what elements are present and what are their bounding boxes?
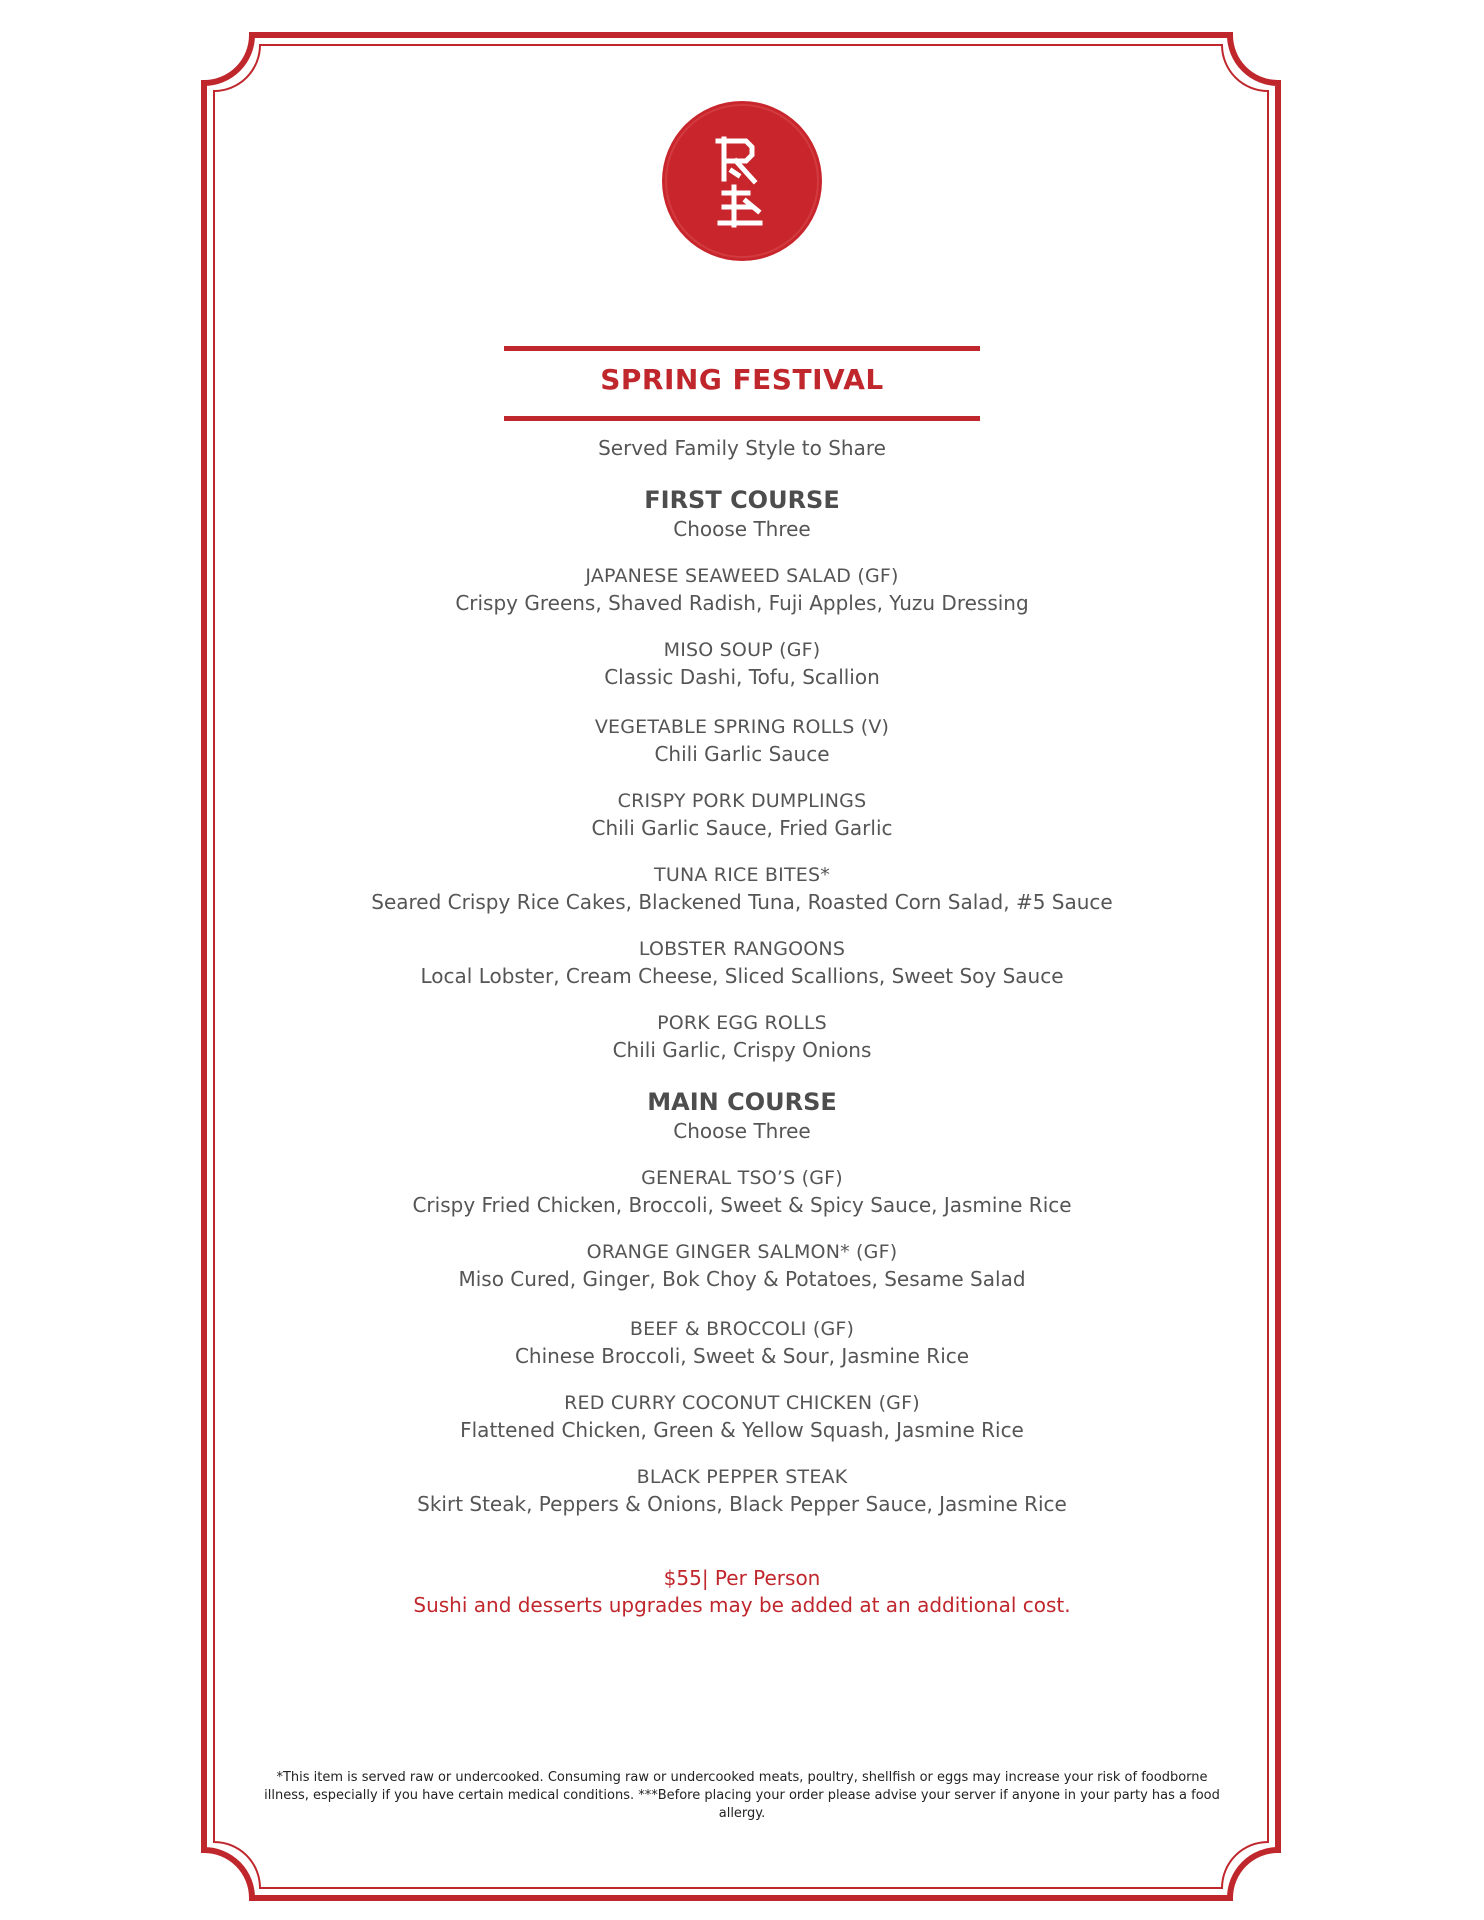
price-per-person: $55| Per Person bbox=[663, 1566, 821, 1590]
menu-subtitle: Served Family Style to Share bbox=[598, 436, 886, 460]
dish-name: JAPANESE SEAWEED SALAD (GF) bbox=[585, 565, 899, 587]
upgrade-note: Sushi and desserts upgrades may be added at an additional cost. bbox=[413, 1593, 1071, 1617]
dish-description: Skirt Steak, Peppers & Onions, Black Pepper Sauce, Jasmine Rice bbox=[417, 1492, 1067, 1516]
allergy-disclaimer: *This item is served raw or undercooked. Consuming raw or undercooked meats, poultry, shellfish or eggs may increase your risk of foodborne illness, especially if you have certain medical conditions. ***Before placing your order please advise your server if anyone in your party has a food allergy. bbox=[264, 1770, 1220, 1821]
main-course-note: Choose Three bbox=[673, 1119, 811, 1143]
title-rule-bottom bbox=[504, 416, 980, 421]
first-course-note: Choose Three bbox=[673, 517, 811, 541]
dish-description: Chinese Broccoli, Sweet & Sour, Jasmine Rice bbox=[514, 1344, 970, 1368]
first-course-title: FIRST COURSE bbox=[644, 486, 840, 514]
dish-description: Crispy Fried Chicken, Broccoli, Sweet & Spicy Sauce, Jasmine Rice bbox=[412, 1193, 1072, 1217]
menu-title: SPRING FESTIVAL bbox=[600, 363, 884, 396]
dish-description: Chili Garlic, Crispy Onions bbox=[612, 1038, 872, 1062]
dish-description: Local Lobster, Cream Cheese, Sliced Scallions, Sweet Soy Sauce bbox=[420, 964, 1064, 988]
dish-name: VEGETABLE SPRING ROLLS (V) bbox=[594, 716, 890, 738]
dish-name: RED CURRY COCONUT CHICKEN (GF) bbox=[564, 1392, 920, 1414]
dish-name: MISO SOUP (GF) bbox=[663, 639, 821, 661]
title-rule-top bbox=[504, 346, 980, 351]
main-course-title: MAIN COURSE bbox=[647, 1088, 837, 1116]
dish-name: GENERAL TSO’S (GF) bbox=[641, 1167, 843, 1189]
dish-name: CRISPY PORK DUMPLINGS bbox=[617, 790, 867, 812]
dish-name: BLACK PEPPER STEAK bbox=[636, 1466, 848, 1488]
dish-description: Flattened Chicken, Green & Yellow Squash, Jasmine Rice bbox=[460, 1418, 1024, 1442]
dish-name: ORANGE GINGER SALMON* (GF) bbox=[586, 1241, 898, 1263]
dish-description: Miso Cured, Ginger, Bok Choy & Potatoes, Sesame Salad bbox=[458, 1267, 1026, 1291]
dish-name: PORK EGG ROLLS bbox=[657, 1012, 827, 1034]
dish-description: Chili Garlic Sauce, Fried Garlic bbox=[591, 816, 893, 840]
dish-description: Classic Dashi, Tofu, Scallion bbox=[604, 665, 880, 689]
dish-name: LOBSTER RANGOONS bbox=[638, 938, 846, 960]
rl-monogram-seal-icon bbox=[662, 101, 822, 261]
dish-name: BEEF & BROCCOLI (GF) bbox=[629, 1318, 855, 1340]
dish-description: Seared Crispy Rice Cakes, Blackened Tuna, Roasted Corn Salad, #5 Sauce bbox=[371, 890, 1113, 914]
dish-description: Crispy Greens, Shaved Radish, Fuji Apples, Yuzu Dressing bbox=[455, 591, 1029, 615]
dish-name: TUNA RICE BITES* bbox=[654, 864, 830, 886]
dish-description: Chili Garlic Sauce bbox=[654, 742, 830, 766]
